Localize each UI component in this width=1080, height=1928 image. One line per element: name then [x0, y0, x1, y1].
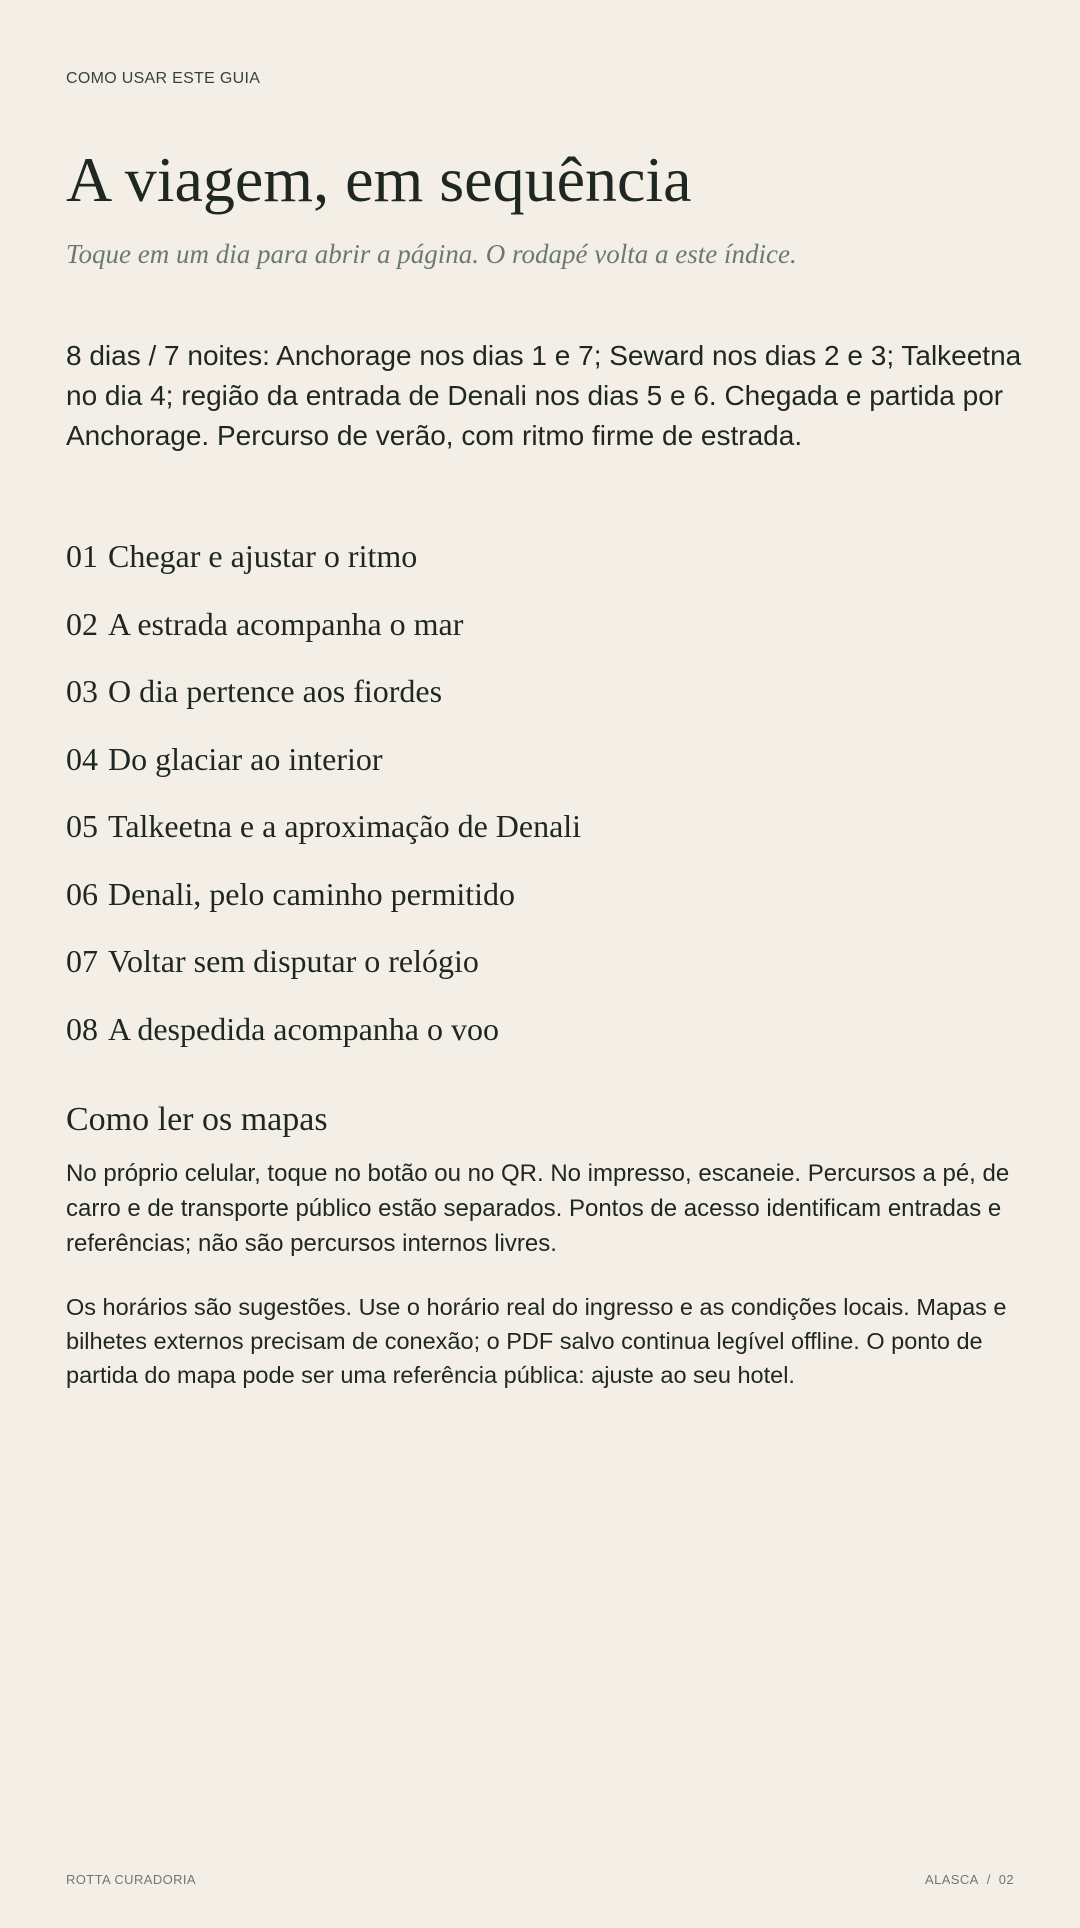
day-number: 08 [66, 1010, 98, 1047]
footer-destination: ALASCA [925, 1872, 979, 1887]
day-title: A despedida acompanha o voo [108, 1010, 499, 1047]
day-number: 03 [66, 673, 98, 709]
trip-summary: 8 dias / 7 noites: Anchorage nos dias 1 e 7; Seward nos dias 2 e 3; Talkeetna no dia 4; região da entrada de Denali nos dias 5 e 6. Chegada e partida por Anchorage. Percurso de verão, com ritmo firme de estrada. [66, 340, 1022, 451]
footer-page-number: 02 [998, 1872, 1014, 1887]
day-link-05[interactable] [66, 798, 581, 866]
day-title: O dia pertence aos fiordes [108, 673, 443, 709]
day-index-list [66, 528, 581, 1068]
day-link-07[interactable] [66, 933, 581, 1001]
day-number: 04 [66, 740, 98, 777]
day-number: 01 [66, 538, 98, 574]
maps-paragraph-2: Os horários são sugestões. Use o horário real do ingresso e as condições locais. Mapas e bilhetes externos precisam de conexão; o PDF salvo continua legível offline. O ponto de partida do mapa pode ser uma referência pública: ajuste ao seu hotel. [66, 1294, 1007, 1388]
day-title: Denali, pelo caminho permitido [108, 875, 515, 912]
day-title: Chegar e ajustar o ritmo [108, 538, 418, 574]
day-number: 05 [66, 808, 98, 844]
day-link-02[interactable] [66, 596, 581, 664]
day-link-04[interactable] [66, 731, 581, 799]
maps-section-heading: Como ler os mapas [66, 1101, 328, 1138]
day-title: A estrada acompanha o mar [108, 605, 464, 642]
day-link-08[interactable] [66, 1001, 581, 1069]
day-link-01[interactable] [66, 528, 581, 596]
day-title: Voltar sem disputar o relógio [108, 943, 479, 979]
day-number: 07 [66, 943, 98, 979]
day-number: 02 [66, 605, 98, 642]
footer-separator: / [986, 1872, 991, 1887]
page-subtitle: Toque em um dia para abrir a página. O rodapé volta a este índice. [66, 239, 797, 269]
eyebrow-label: COMO USAR ESTE GUIA [66, 70, 261, 87]
footer-index-link[interactable] [925, 1872, 1014, 1887]
page-title: A viagem, em sequência [66, 144, 692, 215]
day-title: Do glaciar ao interior [108, 740, 383, 777]
maps-paragraph-1: No próprio celular, toque no botão ou no QR. No impresso, escaneie. Percursos a pé, de carro e de transporte público estão separados. Pontos de acesso identificam entradas e referências; não são percursos internos livres. [66, 1160, 1010, 1257]
day-link-06[interactable] [66, 866, 581, 934]
footer-brand: ROTTA CURADORIA [66, 1872, 196, 1887]
day-number: 06 [66, 875, 98, 912]
day-title: Talkeetna e a aproximação de Denali [108, 808, 582, 844]
day-link-03[interactable] [66, 663, 581, 731]
